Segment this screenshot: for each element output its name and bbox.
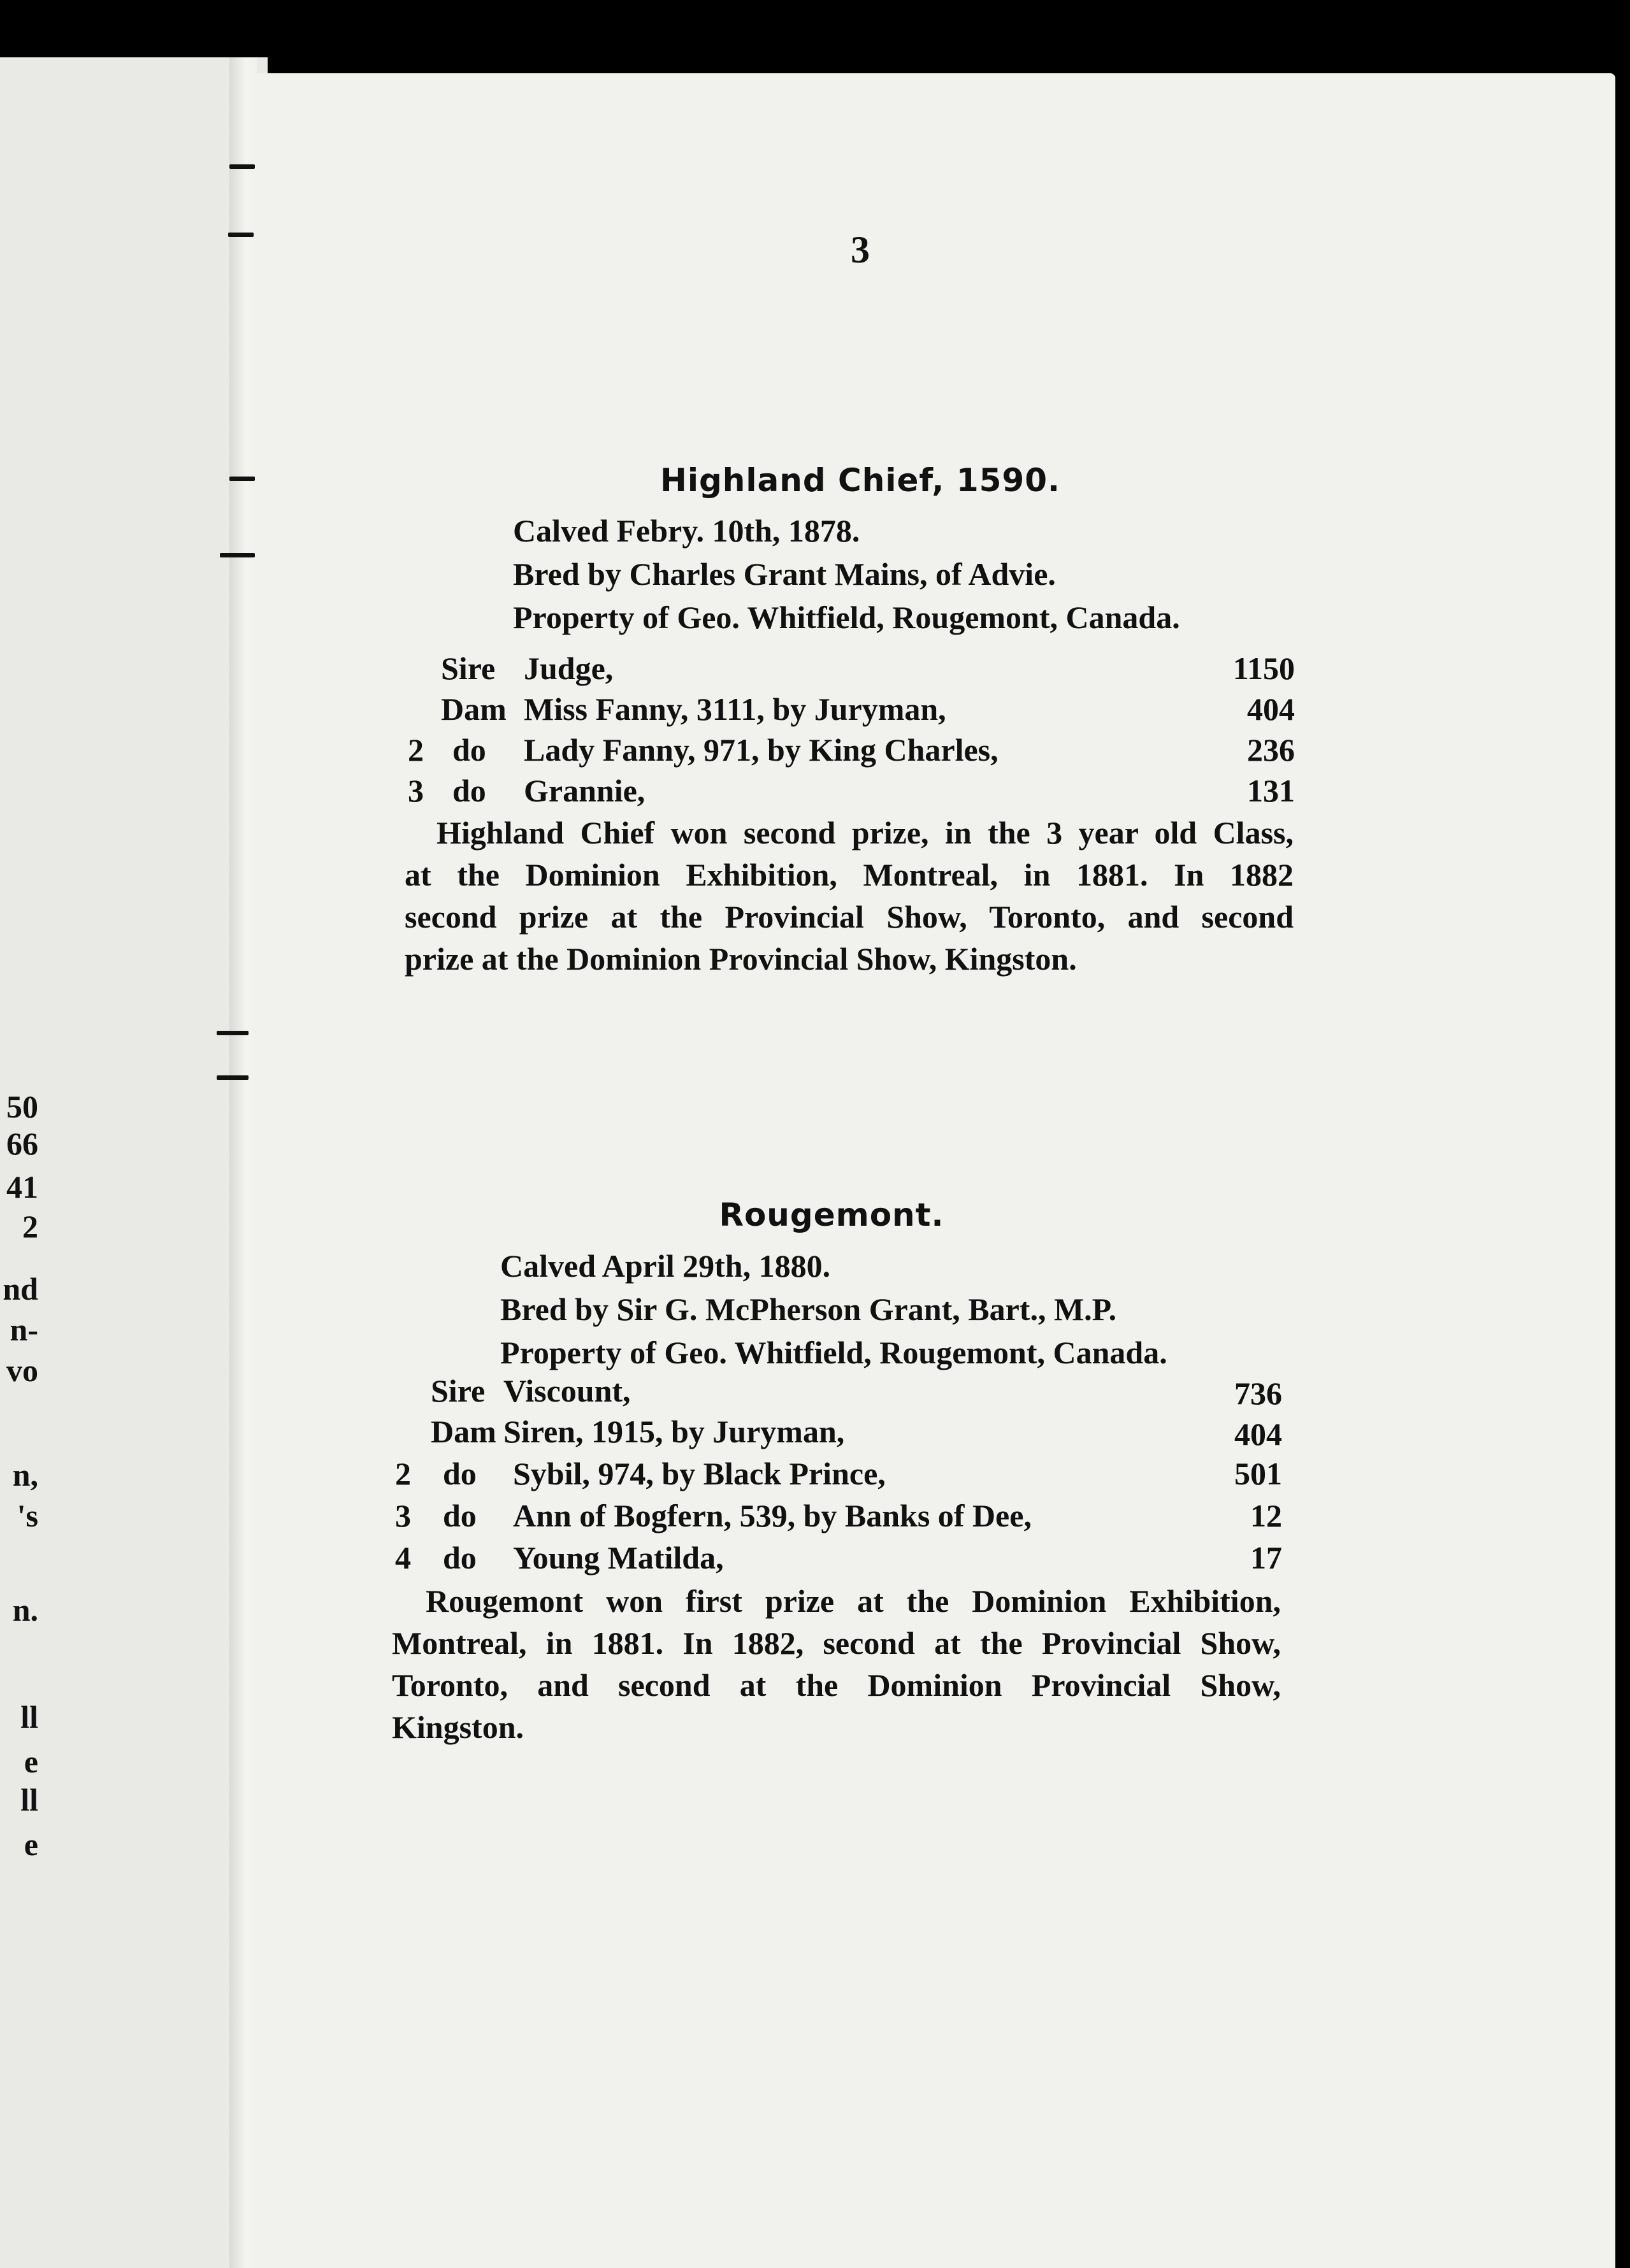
pedigree-relation: Dam bbox=[441, 691, 507, 727]
binding-mark bbox=[217, 1075, 249, 1080]
entry-line: Property of Geo. Whitfield, Rougemont, Canada. bbox=[500, 1335, 1167, 1370]
pedigree-number: 12 bbox=[1250, 1498, 1282, 1533]
pedigree-relation: Dam bbox=[431, 1414, 496, 1449]
pedigree-generation: 2 bbox=[395, 1456, 411, 1491]
binding-mark bbox=[228, 233, 254, 237]
pedigree-generation: 3 bbox=[408, 773, 424, 808]
entry-note: Montreal, in 1881. In 1882, second at the Provincial Show, bbox=[392, 1625, 1281, 1661]
pedigree-relation: Sire bbox=[431, 1373, 486, 1409]
entry-note: Rougemont won first prize at the Dominion Exhibition, bbox=[426, 1583, 1281, 1619]
left-page-fragment: nd bbox=[3, 1271, 38, 1307]
left-page-fragment: n. bbox=[12, 1592, 38, 1628]
entry-line: Calved Febry. 10th, 1878. bbox=[513, 513, 860, 549]
binding-mark bbox=[220, 553, 255, 557]
pedigree-name: Siren, 1915, by Juryman, bbox=[503, 1414, 845, 1449]
left-page-fragment: 2 bbox=[22, 1209, 38, 1244]
entry-heading: Highland Chief, 1590. bbox=[660, 462, 1060, 499]
pedigree-name: Miss Fanny, 3111, by Juryman, bbox=[524, 691, 946, 727]
pedigree-name: Sybil, 974, by Black Prince, bbox=[513, 1456, 886, 1491]
pedigree-relation: do bbox=[443, 1540, 477, 1575]
pedigree-name: Lady Fanny, 971, by King Charles, bbox=[524, 732, 999, 768]
entry-note: Highland Chief won second prize, in the 3 year old Class, bbox=[436, 815, 1294, 850]
pedigree-name: Young Matilda, bbox=[513, 1540, 724, 1575]
pedigree-relation: do bbox=[452, 732, 486, 768]
pedigree-number: 131 bbox=[1247, 773, 1295, 808]
left-page-fragment: vo bbox=[6, 1353, 38, 1388]
entry-note: second prize at the Provincial Show, Toronto, and second bbox=[405, 899, 1294, 935]
pedigree-generation: 4 bbox=[395, 1540, 411, 1575]
right-page bbox=[252, 73, 1615, 2268]
pedigree-number: 404 bbox=[1247, 691, 1295, 727]
left-page-fragment: ll bbox=[20, 1699, 38, 1735]
left-page-edge bbox=[0, 57, 268, 2268]
left-page-fragment: e bbox=[24, 1827, 38, 1862]
binding-mark bbox=[229, 164, 255, 169]
pedigree-generation: 3 bbox=[395, 1498, 411, 1533]
binding-mark bbox=[229, 477, 255, 481]
pedigree-name: Ann of Bogfern, 539, by Banks of Dee, bbox=[513, 1498, 1032, 1533]
left-page-fragment: 's bbox=[17, 1498, 38, 1533]
entry-line: Bred by Sir G. McPherson Grant, Bart., M.P. bbox=[500, 1291, 1117, 1327]
pedigree-relation: Sire bbox=[441, 650, 496, 686]
left-page-fragment: ll bbox=[20, 1782, 38, 1818]
pedigree-name: Viscount, bbox=[503, 1373, 631, 1409]
entry-note: Kingston. bbox=[392, 1709, 524, 1745]
entry-heading: Rougemont. bbox=[719, 1196, 944, 1233]
entry-line: Calved April 29th, 1880. bbox=[500, 1248, 831, 1284]
pedigree-number: 17 bbox=[1250, 1540, 1282, 1575]
pedigree-relation: do bbox=[443, 1456, 477, 1491]
left-page-fragment: n- bbox=[10, 1312, 38, 1347]
pedigree-name: Judge, bbox=[524, 650, 614, 686]
left-page-fragment: 50 bbox=[6, 1089, 38, 1124]
entry-line: Bred by Charles Grant Mains, of Advie. bbox=[513, 556, 1056, 592]
left-page-fragment: n, bbox=[12, 1457, 38, 1493]
entry-note: prize at the Dominion Provincial Show, Kingston. bbox=[405, 941, 1077, 977]
pedigree-number: 236 bbox=[1247, 732, 1295, 768]
left-page-fragment: 66 bbox=[6, 1126, 38, 1161]
entry-line: Property of Geo. Whitfield, Rougemont, Canada. bbox=[513, 599, 1180, 635]
pedigree-number: 404 bbox=[1234, 1416, 1282, 1452]
pedigree-number: 501 bbox=[1234, 1456, 1282, 1491]
entry-note: at the Dominion Exhibition, Montreal, in 1881. In 1882 bbox=[405, 857, 1294, 893]
entry-note: Toronto, and second at the Dominion Provincial Show, bbox=[392, 1667, 1281, 1703]
binding-mark bbox=[217, 1031, 249, 1035]
page-number: 3 bbox=[851, 229, 870, 271]
pedigree-number: 736 bbox=[1234, 1375, 1282, 1411]
pedigree-generation: 2 bbox=[408, 732, 424, 768]
pedigree-number: 1150 bbox=[1232, 650, 1295, 686]
pedigree-relation: do bbox=[443, 1498, 477, 1533]
pedigree-relation: do bbox=[452, 773, 486, 808]
left-page-fragment: 41 bbox=[6, 1169, 38, 1205]
left-page-fragment: e bbox=[24, 1744, 38, 1779]
pedigree-name: Grannie, bbox=[524, 773, 646, 808]
